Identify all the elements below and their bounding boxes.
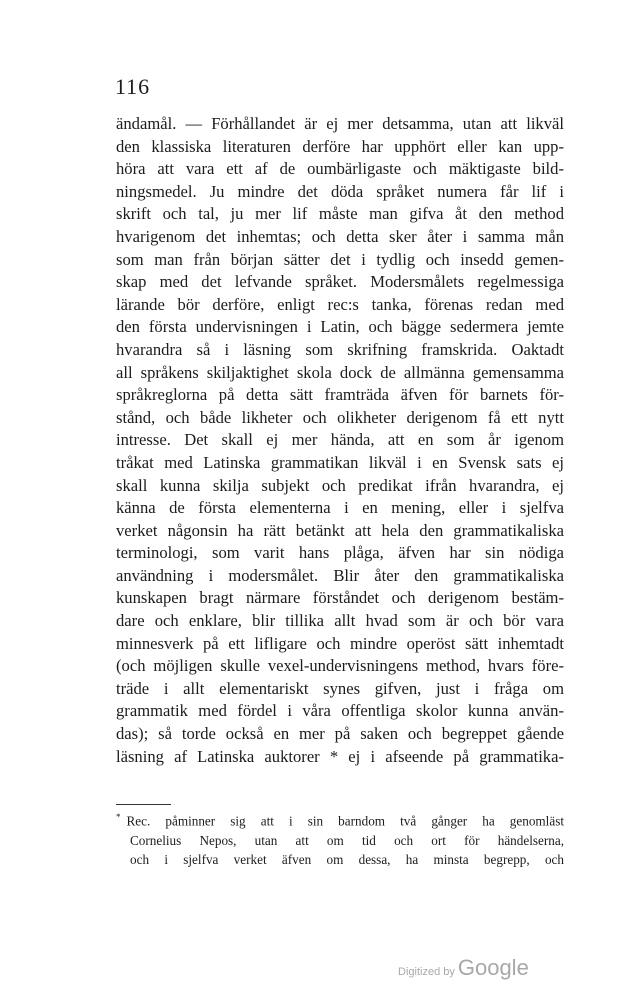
text-line: all språkens skiljaktighet skola dock de allmänna gemensamma: [116, 362, 564, 382]
text-line: höra att vara ett af de oumbärligaste och mäktigaste bild-: [116, 159, 564, 179]
watermark-prefix: Digitized by: [398, 966, 455, 978]
footnote-marker: *: [116, 812, 121, 822]
text-line: das); så torde också en mer på saken och begreppet gående: [116, 724, 564, 744]
footnote: [116, 808, 564, 870]
footnote-line: Cornelius Nepos, utan att om tid och ort för händelserna,: [130, 832, 564, 848]
text-line: ändamål. — Förhållandet är ej mer detsamma, utan att likväl: [116, 114, 564, 133]
text-line: lärande bör derföre, enligt rec:s tanka, förenas redan med: [116, 294, 564, 314]
text-line: ningsmedel. Ju mindre det döda språket numera får lif i: [116, 181, 564, 201]
footnote-text: Rec. påminner sig att i sin barndom två gånger ha genomläst: [126, 813, 564, 829]
text-line: den klassiska literaturen derföre har upphört eller kan upp-: [116, 136, 564, 156]
body-text: [116, 113, 564, 768]
google-logo: Google: [457, 955, 529, 980]
text-line: minnesverk på ett lifligare och mindre operöst sätt inhemtadt: [116, 633, 564, 653]
text-line: träde i allt elementariskt synes gifven, just i fråga om: [116, 678, 564, 698]
text-line: intresse. Det skall ej mer hända, att en som år igenom: [116, 430, 564, 450]
digitization-watermark: [398, 955, 529, 981]
text-line: stånd, och både likheter och olikheter derigenom få ett nytt: [116, 407, 564, 427]
text-line: grammatik med fördel i våra offentliga skolor kunna använ-: [116, 701, 564, 721]
text-line: kunskapen bragt närmare förståndet och derigenom bestäm-: [116, 588, 564, 608]
text-line: skrift och tal, ju mer lif måste man gifva åt den method: [116, 204, 564, 224]
page-number: 116: [115, 74, 151, 99]
text-line: skap med det lefvande språket. Modersmålets regelmessiga: [116, 272, 564, 292]
footnote-divider: [116, 804, 171, 805]
text-line: dare och enklare, blir tillika allt hvad som är och bör vara: [116, 611, 564, 631]
text-line: som man från början sätter det i tydlig och insedd gemen-: [116, 249, 564, 269]
footnote-line: och i sjelfva verket äfven om dessa, ha minsta begrepp, och: [130, 852, 564, 868]
text-line: skall kunna skilja subjekt och predikat ifrån hvarandra, ej: [116, 475, 564, 495]
text-line: tråkat med Latinska grammatikan likväl i en Svensk sats ej: [116, 452, 564, 472]
text-line: (och möjligen skulle vexel-undervisningens method, hvars före-: [116, 656, 564, 676]
footnote-line: [116, 808, 564, 831]
text-line: hvarandra så i läsning som skrifning framskrida. Oaktadt: [116, 339, 564, 359]
text-line: den första undervisningen i Latin, och bägge sedermera jemte: [116, 317, 564, 337]
text-line: terminologi, som varit hans plåga, äfven har sin nödiga: [116, 543, 564, 563]
text-line: hvarigenom det inhemtas; och detta sker åter i samma mån: [116, 226, 564, 246]
text-line: verket någonsin ha rätt betänkt att hela den grammatikaliska: [116, 520, 564, 540]
text-line: användning i modersmålet. Blir åter den grammatikaliska: [116, 565, 564, 585]
text-line: språkreglorna på detta sätt framträda äfven för barnets för-: [116, 385, 564, 405]
text-line: läsning af Latinska auktorer * ej i afseende på grammatika-: [116, 746, 564, 766]
text-line: känna de första elementerna i en mening, eller i sjelfva: [116, 498, 564, 518]
